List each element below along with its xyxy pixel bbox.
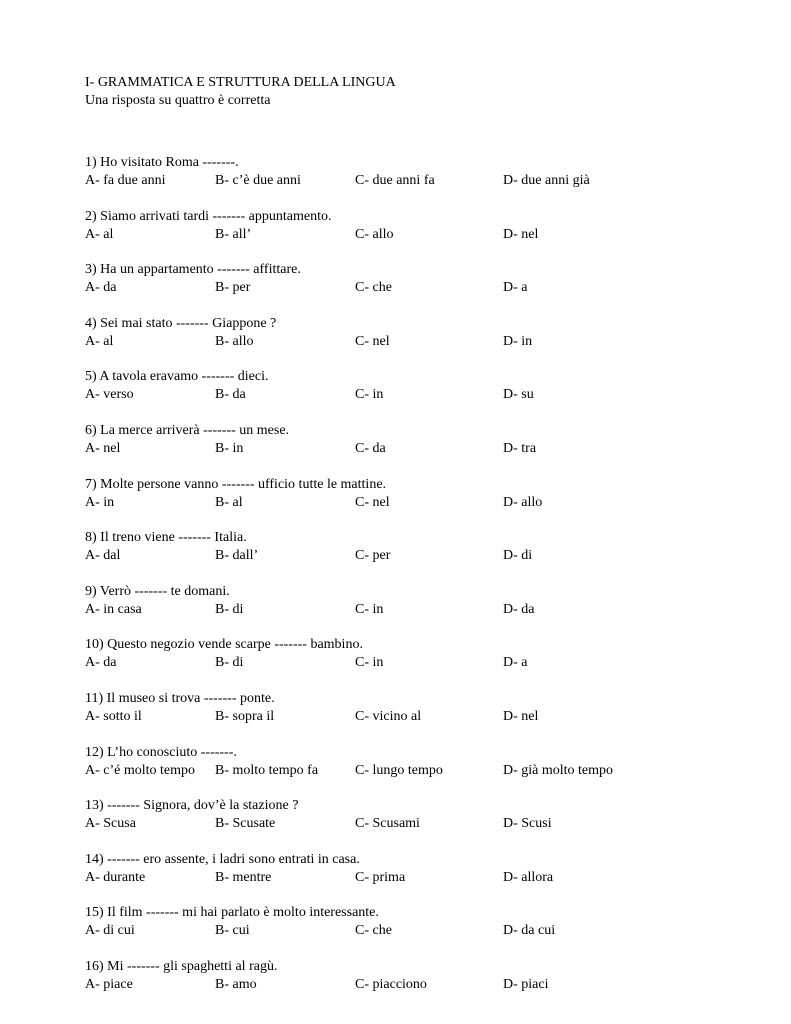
question-text: 8) Il treno viene ------- Italia. (85, 530, 247, 546)
option-b: B- molto tempo fa (215, 762, 319, 778)
option-b: B- mentre (215, 869, 272, 885)
question-item (85, 208, 745, 262)
answer-options (85, 333, 745, 351)
answer-options (85, 386, 745, 404)
option-b: B- allo (215, 333, 254, 349)
option-d: D- nel (503, 226, 539, 242)
option-a: A- di cui (85, 923, 135, 939)
answer-options (85, 226, 745, 244)
option-c: C- per (355, 548, 391, 564)
option-c: C- vicino al (355, 708, 422, 724)
option-d: D- da (503, 601, 535, 617)
answer-options (85, 494, 745, 512)
option-b: B- per (215, 280, 251, 296)
option-c: C- nel (355, 333, 390, 349)
answer-options (85, 869, 745, 887)
question-text: 3) Ha un appartamento ------- affittare. (85, 262, 301, 278)
option-a: A- al (85, 333, 114, 349)
question-text: 2) Siamo arrivati tardi ------- appuntamento. (85, 208, 332, 224)
question-item (85, 904, 745, 958)
option-a: A- al (85, 226, 114, 242)
question-item (85, 422, 745, 476)
answer-options (85, 547, 745, 565)
option-a: A- nel (85, 440, 121, 456)
instructions-text: Una risposta su quattro è corretta (85, 93, 271, 108)
option-a: A- fa due anni (85, 173, 166, 188)
option-c: C- nel (355, 494, 390, 510)
option-b: B- dall’ (215, 548, 259, 564)
question-item (85, 690, 745, 744)
question-item (85, 744, 745, 798)
option-d: D- tra (503, 440, 537, 456)
question-item (85, 958, 745, 1012)
option-d: D- piaci (503, 976, 549, 992)
option-c: C- piacciono (355, 976, 427, 992)
question-item (85, 797, 745, 851)
question-item (85, 583, 745, 637)
question-text: 4) Sei mai stato ------- Giappone ? (85, 315, 277, 331)
option-a: A- c’é molto tempo (85, 762, 196, 778)
answer-options (85, 815, 745, 833)
answer-options (85, 922, 745, 940)
option-a: A- da (85, 655, 117, 671)
answer-options (85, 279, 745, 297)
question-item (85, 476, 745, 530)
option-b: B- cui (215, 923, 250, 939)
option-c: C- che (355, 280, 392, 296)
option-d: D- su (503, 387, 534, 403)
answer-options (85, 976, 745, 994)
option-d: D- due anni già (503, 173, 590, 188)
option-c: C- due anni fa (355, 173, 435, 188)
option-c: C- allo (355, 226, 394, 242)
option-b: B- di (215, 601, 244, 617)
option-d: D- in (503, 333, 533, 349)
answer-options (85, 708, 745, 726)
question-text: 13) ------- Signora, dov’è la stazione ? (85, 798, 299, 814)
question-item (85, 851, 745, 905)
option-d: D- da cui (503, 923, 556, 939)
option-d: D- già molto tempo (503, 762, 614, 778)
option-a: A- sotto il (85, 708, 142, 724)
question-item (85, 154, 745, 208)
option-b: B- c’è due anni (215, 173, 301, 188)
option-a: A- dal (85, 548, 121, 564)
option-d: D- a (503, 280, 528, 296)
option-a: A- in casa (85, 601, 142, 617)
question-text: 1) Ho visitato Roma -------. (85, 155, 239, 170)
question-item (85, 315, 745, 369)
option-c: C- che (355, 923, 392, 939)
option-c: C- Scusami (355, 816, 420, 832)
option-d: D- allo (503, 494, 543, 510)
question-text: 11) Il museo si trova ------- ponte. (85, 690, 275, 706)
option-d: D- di (503, 548, 533, 564)
option-b: B- di (215, 655, 244, 671)
answer-options (85, 601, 745, 619)
document-page (85, 74, 745, 1012)
question-item (85, 529, 745, 583)
option-c: C- da (355, 440, 386, 456)
option-c: C- lungo tempo (355, 762, 443, 778)
option-a: A- piace (85, 976, 133, 992)
question-text: 16) Mi ------- gli spaghetti al ragù. (85, 958, 278, 974)
question-text: 14) ------- ero assente, i ladri sono entrati in casa. (85, 851, 360, 867)
option-d: D- a (503, 655, 528, 671)
option-c: C- in (355, 655, 384, 671)
question-item (85, 636, 745, 690)
option-a: A- da (85, 280, 117, 296)
question-text: 10) Questo negozio vende scarpe ------- bambino. (85, 637, 363, 653)
option-d: D- nel (503, 708, 539, 724)
option-b: B- in (215, 440, 244, 456)
question-text: 7) Molte persone vanno ------- ufficio tutte le mattine. (85, 476, 387, 492)
answer-options (85, 654, 745, 672)
question-item (85, 261, 745, 315)
option-c: C- prima (355, 869, 406, 885)
option-b: B- da (215, 387, 246, 403)
option-b: B- Scusate (215, 816, 276, 832)
section-heading: I- GRAMMATICA E STRUTTURA DELLA LINGUA (85, 75, 396, 90)
answer-options (85, 762, 745, 780)
question-text: 15) Il film ------- mi hai parlato è molto interessante. (85, 905, 379, 921)
option-a: A- in (85, 494, 115, 510)
question-list (85, 154, 745, 1012)
answer-options (85, 440, 745, 458)
option-c: C- in (355, 387, 384, 403)
question-text: 12) L’ho conosciuto -------. (85, 744, 237, 760)
option-b: B- all’ (215, 226, 252, 242)
option-b: B- sopra il (215, 708, 275, 724)
option-b: B- amo (215, 976, 257, 992)
option-b: B- al (215, 494, 243, 510)
option-a: A- Scusa (85, 816, 136, 832)
option-d: D- Scusi (503, 816, 552, 832)
question-text: 6) La merce arriverà ------- un mese. (85, 422, 290, 438)
question-text: 9) Verrò ------- te domani. (85, 583, 230, 599)
answer-options (85, 172, 745, 190)
option-a: A- durante (85, 869, 146, 885)
option-c: C- in (355, 601, 384, 617)
option-d: D- allora (503, 869, 554, 885)
option-a: A- verso (85, 387, 134, 403)
question-item (85, 368, 745, 422)
question-text: 5) A tavola eravamo ------- dieci. (85, 369, 269, 385)
